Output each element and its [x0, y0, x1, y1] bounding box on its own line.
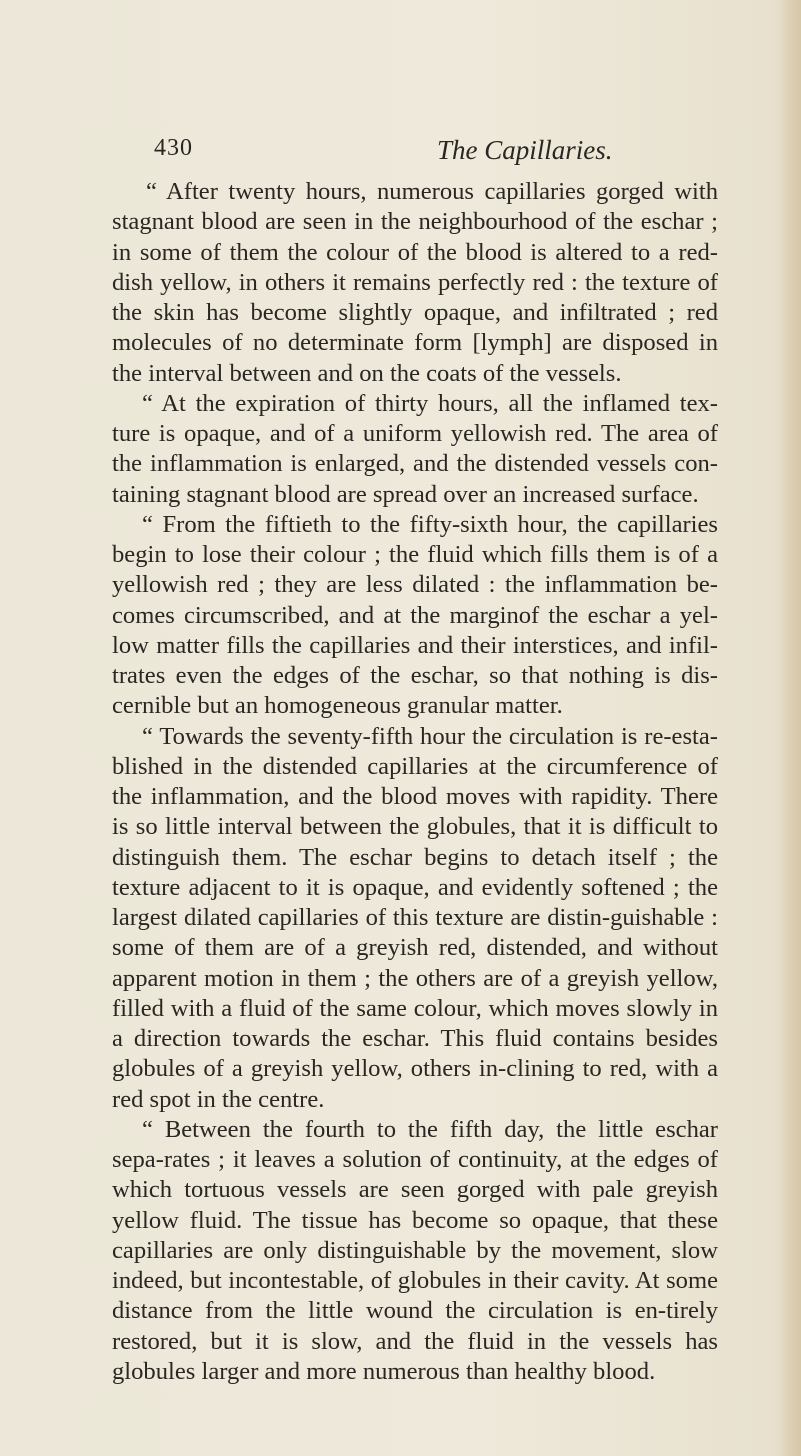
running-head: The Capillaries.	[437, 135, 613, 165]
paragraph-2: “ At the expiration of thirty hours, all the inflamed tex-ture is opaque, and of a uniform yellowish red. The area of the inflammation is enlarged, and the distended vessels con-taining stagnant blood are spread over an increased surface.	[112, 389, 718, 508]
paragraph-5: “ Between the fourth to the fifth day, the little eschar sepa-rates ; it leaves a solution of continuity, at the edges of which tortuous vessels are seen gorged with pale greyish yellow fluid. The tissue has become so opaque, that these capillaries are only distinguishable by the movement, slow indeed, but incontestable, of globules in their cavity. At some distance from the little wound the circulation is en-tirely restored, but it is slow, and the fluid in the vessels has globules larger and more numerous than healthy blood.	[112, 1115, 718, 1385]
page-header	[152, 135, 712, 169]
paragraph-1: “ After twenty hours, numerous capillaries gorged with stagnant blood are seen in the neighbourhood of the eschar ; in some of them the colour of the blood is altered to a red-dish yellow, in others it remains perfectly red : the texture of the skin has become slightly opaque, and infiltrated ; red molecules of no determinate form [lymph] are disposed in the interval between and on the coats of the vessels.	[112, 178, 718, 387]
body-text	[112, 177, 718, 1387]
page-number: 430	[154, 135, 193, 161]
page-edge-shadow	[779, 0, 801, 1456]
paragraph-4: “ Towards the seventy-fifth hour the circulation is re-esta-blished in the distended capillaries at the circumference of the inflammation, and the blood moves with rapidity. There is so little interval between the globules, that it is difficult to distinguish them. The eschar begins to detach itself ; the texture adjacent to it is opaque, and evidently softened ; the largest dilated capillaries of this texture are distin-guishable : some of them are of a greyish red, distended, and without apparent motion in them ; the others are of a greyish yellow, filled with a fluid of the same colour, which moves slowly in a direction towards the eschar. This fluid contains besides globules of a greyish yellow, others in-clining to red, with a red spot in the centre.	[112, 722, 718, 1113]
paragraph-3: “ From the fiftieth to the fifty-sixth hour, the capillaries begin to lose their colour ; the fluid which fills them is of a yellowish red ; they are less dilated : the inflammation be-comes circumscribed, and at the marginof the eschar a yel-low matter fills the capillaries and their interstices, and infil-trates even the edges of the eschar, so that nothing is dis-cernible but an homogeneous granular matter.	[112, 510, 718, 720]
